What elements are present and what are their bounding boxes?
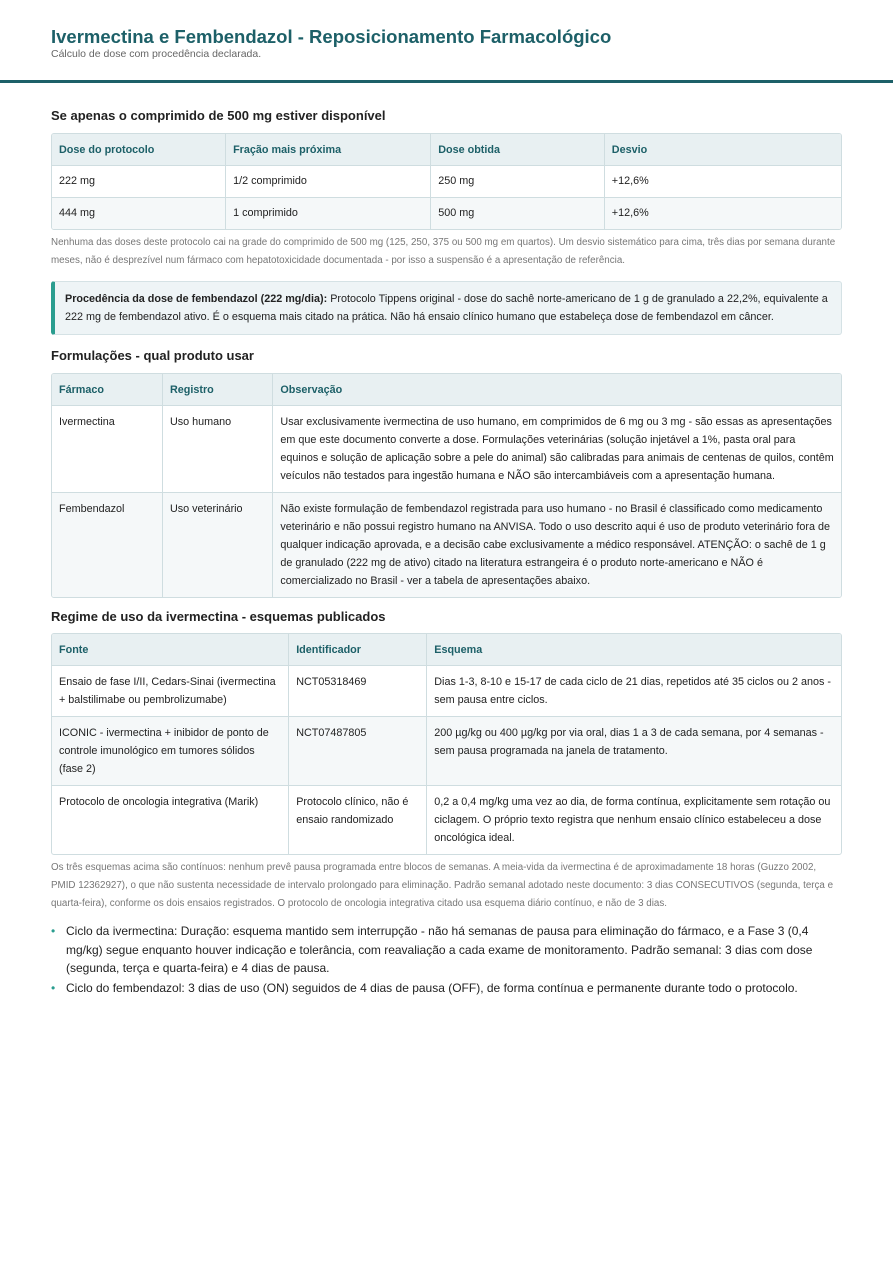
list-item [51, 979, 842, 998]
regimens-table [51, 633, 842, 855]
dose-table [51, 133, 842, 230]
table-row [52, 666, 841, 717]
table-cell: Ensaio de fase I/II, Cedars-Sinai (ivermectina + balstilimabe ou pembrolizumabe) [52, 666, 289, 717]
list-item [51, 922, 842, 978]
table-cell: NCT07487805 [289, 717, 427, 786]
table-cell: 200 µg/kg ou 400 µg/kg por via oral, dias 1 a 3 de cada semana, por 4 semanas - sem pausa programada na janela de tratamento. [427, 717, 841, 786]
page-title: Ivermectina e Fembendazol - Reposicionamento Farmacológico [51, 26, 612, 47]
table-cell: +12,6% [604, 166, 841, 198]
table-cell: 222 mg [52, 166, 226, 198]
callout-text: Protocolo Tippens original - dose do sachê norte-americano de 1 g de granulado a 22,2%, equivalente a 222 mg de fembendazol ativo. É o esquema mais citado na prática. Não há ensaio clínico humano que estabeleça dose de fembendazol em câncer. [65, 293, 828, 323]
table-row [52, 198, 841, 230]
table-row [52, 786, 841, 855]
document-body [0, 108, 893, 997]
table-cell: 0,2 a 0,4 mg/kg uma vez ao dia, de forma contínua, explicitamente sem rotação ou ciclagem. O próprio texto registra que nenhum ensaio clínico estabeleceu a dose oncológica ideal. [434, 796, 831, 844]
column-header: Esquema [427, 634, 841, 666]
table-header-row [52, 634, 841, 666]
bullet-dot-icon: • [51, 924, 56, 938]
cycle-bullet-list [51, 922, 842, 997]
column-header: Fármaco [52, 374, 162, 406]
table-cell: Uso humano [162, 406, 272, 493]
column-header: Dose obtida [431, 134, 605, 166]
table-cell: Dias 1-3, 8-10 e 15-17 de cada ciclo de 21 dias, repetidos até 35 ciclos ou 2 anos - sem pausa entre ciclos. [427, 666, 841, 717]
table-row [52, 493, 841, 598]
table-cell: Usar exclusivamente ivermectina de uso humano, em comprimidos de 6 mg ou 3 mg - são essas as apresentações em que este documento converte a dose. Formulações veterinárias (solução injetável a 1%, pasta oral para equinos e solução de aplicação sobre a pele do animal) são calibradas para animais de centenas de quilos, contêm veículos não testados para ingestão humana e NÃO são intercambiáveis com a apresentação humana. [273, 406, 841, 493]
table-cell: 444 mg [52, 198, 226, 230]
table-cell: Protocolo clínico, não é ensaio randomizado [289, 786, 427, 855]
bullet-dot-icon: • [51, 980, 56, 995]
table-cell: +12,6% [604, 198, 841, 230]
table-cell: ICONIC - ivermectina + inibidor de ponto de controle imunológico em tumores sólidos (fase 2) [52, 717, 289, 786]
table-cell: Protocolo de oncologia integrativa (Marik) [52, 786, 289, 855]
table-cell: 250 mg [431, 166, 605, 198]
table-cell: 500 mg [431, 198, 605, 230]
table-cell: Uso veterinário [162, 493, 272, 598]
column-header: Dose do protocolo [52, 134, 226, 166]
column-header: Fonte [52, 634, 289, 666]
table-header-row [52, 374, 841, 406]
table-row [52, 406, 841, 493]
column-header: Identificador [289, 634, 427, 666]
table-header-row [52, 134, 841, 166]
table-row [52, 166, 841, 198]
column-header: Observação [273, 374, 841, 406]
formulations-table [51, 373, 842, 598]
section-heading-formulacoes: Formulações - qual produto usar [51, 348, 254, 363]
table-cell: NCT05318469 [289, 666, 427, 717]
page-subtitle: Cálculo de dose com procedência declarada. [51, 48, 262, 60]
callout-fembendazol-dose [51, 281, 842, 335]
list-item-text: Ciclo do fembendazol: 3 dias de uso (ON) seguidos de 4 dias de pausa (OFF), de forma contínua e permanente durante todo o protocolo. [66, 980, 798, 995]
table-cell: Não existe formulação de fembendazol registrada para uso humano - no Brasil é classificado como medicamento veterinário e não possui registro humano na ANVISA. Todo o uso descrito aqui é uso de produto veterinário fora de qualquer indicação aprovada, e a decisão cabe exclusivamente a médico responsável. ATENÇÃO: o sachê de 1 g de granulado (222 mg de ativo) citado na literatura estrangeira é o produto norte-americano e NÃO é comercializado no Brasil - ver a tabela de apresentações abaixo. [273, 493, 841, 598]
dose-table-note: Nenhuma das doses deste protocolo cai na grade do comprimido de 500 mg (125, 250, 375 ou 500 mg em quartos). Um desvio sistemático para cima, três dias por semana durante meses, não é desprezível num fármaco com hepatotoxicidade documentada - por isso a suspensão é a apresentação de referência. [51, 237, 836, 266]
section-heading-regime: Regime de uso da ivermectina - esquemas publicados [51, 609, 386, 624]
section-heading-500mg: Se apenas o comprimido de 500 mg estiver disponível [51, 108, 386, 123]
list-item-text: Ciclo da ivermectina: Duração: esquema mantido sem interrupção - não há semanas de pausa para eliminação do fármaco, e a Fase 3 (0,4 mg/kg) segue enquanto houver indicação e tolerância, com reavaliação a cada exame de monitoramento. Padrão semanal: 3 dias com dose (segunda, terça e quarta-feira) e 4 dias de pausa. [66, 924, 813, 975]
callout-label: Procedência da dose de fembendazol (222 mg/dia): [65, 293, 328, 305]
column-header: Fração mais próxima [226, 134, 431, 166]
regimens-table-note: Os três esquemas acima são contínuos: nenhum prevê pausa programada entre blocos de semanas. A meia-vida da ivermectina é de aproximadamente 18 horas (Guzzo 2002, PMID 12362927), o que não sustenta necessidade de intervalo prolongado para eliminação. Padrão semanal adotado neste documento: 3 dias CONSECUTIVOS (segunda, terça e quarta-feira), conforme os dois ensaios registrados. O protocolo de oncologia integrativa citado usa esquema diário contínuo, e não de 3 dias. [51, 862, 834, 909]
table-cell: Fembendazol [52, 493, 162, 598]
table-cell: 1 comprimido [226, 198, 431, 230]
column-header: Registro [162, 374, 272, 406]
table-cell: 1/2 comprimido [226, 166, 431, 198]
column-header: Desvio [604, 134, 841, 166]
table-cell: Ivermectina [52, 406, 162, 493]
table-row [52, 717, 841, 786]
page-header [0, 0, 893, 83]
